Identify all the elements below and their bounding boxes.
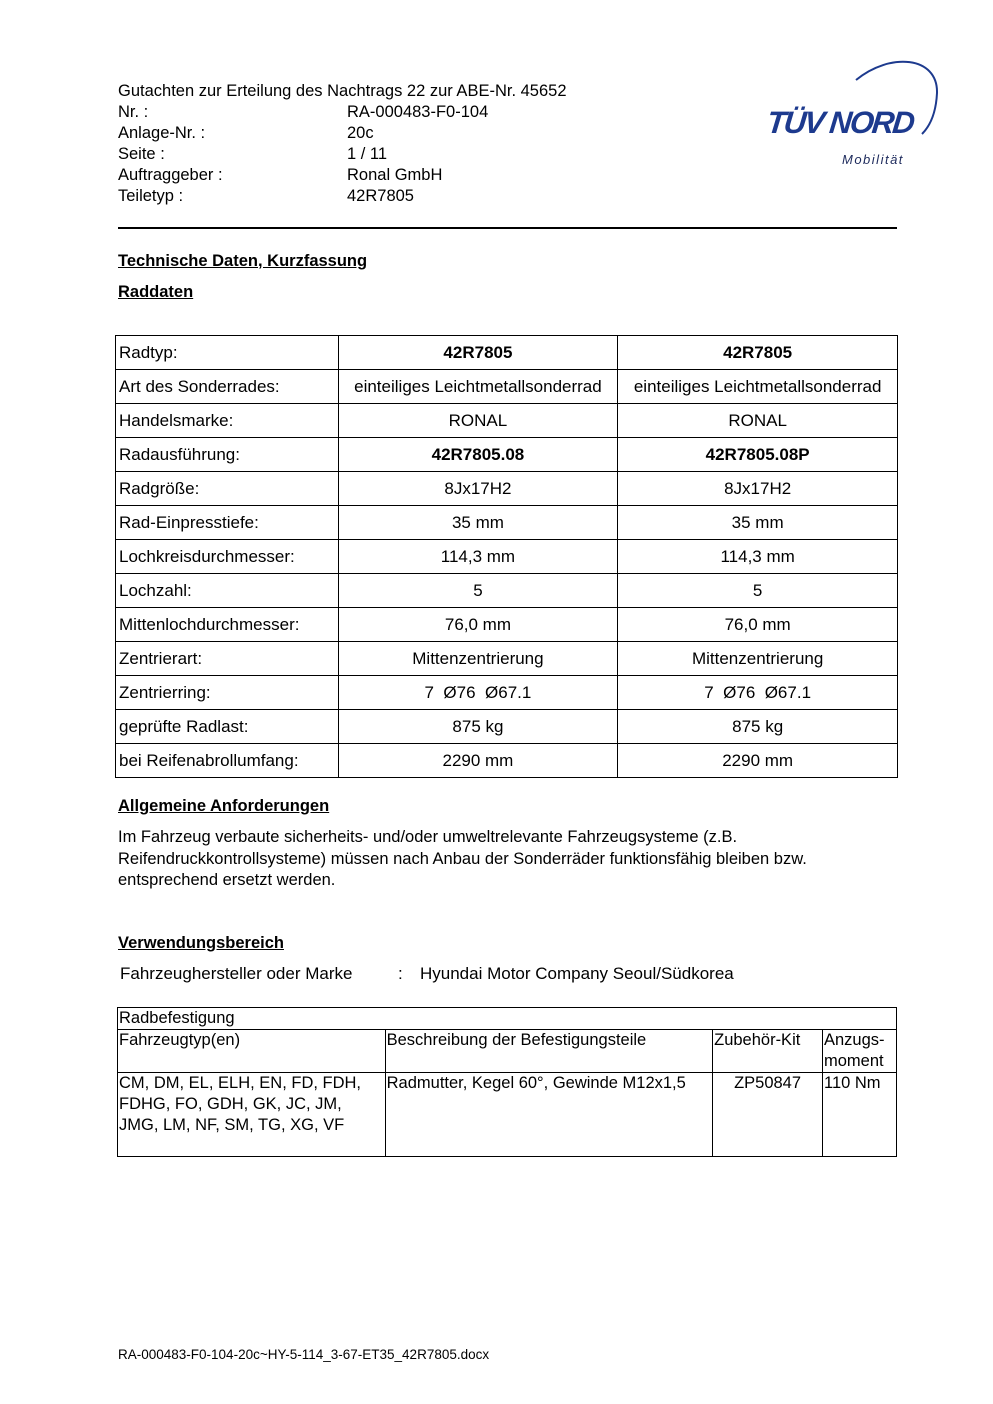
manufacturer-label: Fahrzeughersteller oder Marke — [120, 964, 353, 983]
header-divider — [118, 227, 897, 229]
table-row — [116, 710, 898, 744]
cell-value: 8Jx17H2 — [618, 472, 898, 506]
cell-value: 5 — [338, 574, 618, 608]
kit-cell: ZP50847 — [713, 1073, 823, 1157]
general-requirements-text: Im Fahrzeug verbaute sicherheits- und/oder umweltrelevante Fahrzeugsysteme (z.B. Reifendruckkontrollsysteme) müssen nach Anbau der Sonderräder funktionsfähig bleiben bzw. entsprechend ersetzt werden. — [118, 828, 807, 889]
header-vehicle-types: Fahrzeugtyp(en) — [118, 1030, 386, 1073]
mounting-title: Radbefestigung — [118, 1008, 897, 1030]
meta-row-attachment — [118, 123, 567, 144]
cell-value: 5 — [618, 574, 898, 608]
logo-subtitle: Mobilität — [842, 152, 904, 167]
cell-value: 76,0 mm — [618, 608, 898, 642]
meta-label: Seite : — [118, 145, 165, 163]
row-label: Radgröße: — [116, 472, 339, 506]
meta-value: 42R7805 — [347, 187, 414, 205]
row-label: Handelsmarke: — [116, 404, 339, 438]
meta-row-page — [118, 144, 567, 165]
table-row — [116, 574, 898, 608]
table-header-row — [118, 1030, 897, 1073]
row-label: Rad-Einpresstiefe: — [116, 506, 339, 540]
header-accessory-kit: Zubehör-Kit — [713, 1030, 823, 1073]
tuv-nord-logo — [760, 58, 942, 170]
header-description: Beschreibung der Befestigungsteile — [385, 1030, 712, 1073]
cell-value: 76,0 mm — [338, 608, 618, 642]
document-title: Gutachten zur Erteilung des Nachtrags 22 zur ABE-Nr. 45652 — [118, 82, 567, 100]
cell-value: einteiliges Leichtmetallsonderrad — [338, 370, 618, 404]
meta-value: 1 / 11 — [347, 145, 388, 163]
cell-value: 2290 mm — [618, 744, 898, 778]
row-label: Radausführung: — [116, 438, 339, 472]
meta-row-part-type — [118, 186, 567, 207]
cell-value: 42R7805 — [338, 336, 618, 370]
table-row — [116, 472, 898, 506]
table-row — [116, 608, 898, 642]
meta-label: Anlage-Nr. : — [118, 124, 206, 142]
manufacturer-row — [120, 964, 734, 984]
table-row — [116, 506, 898, 540]
row-label: Radtyp: — [116, 336, 339, 370]
section-heading-usage: Verwendungsbereich — [118, 934, 284, 952]
section-heading-general: Allgemeine Anforderungen — [118, 797, 330, 815]
vehicle-types-cell: CM, DM, EL, ELH, EN, FD, FDH, FDHG, FO, GDH, GK, JC, JM, JMG, LM, NF, SM, TG, XG, VF — [118, 1073, 386, 1157]
meta-value: 20c — [347, 124, 374, 142]
meta-value: Ronal GmbH — [347, 166, 443, 184]
row-label: Zentrierart: — [116, 642, 339, 676]
table-row — [116, 404, 898, 438]
cell-value: 875 kg — [618, 710, 898, 744]
cell-value: RONAL — [618, 404, 898, 438]
table-row — [116, 370, 898, 404]
footer-filename: RA-000483-F0-104-20c~HY-5-114_3-67-ET35_42R7805.docx — [118, 1347, 490, 1362]
table-row — [116, 744, 898, 778]
cell-value: 8Jx17H2 — [338, 472, 618, 506]
table-row — [116, 642, 898, 676]
row-label: Mittenlochdurchmesser: — [116, 608, 339, 642]
document-header — [118, 81, 567, 207]
cell-value: Mittenzentrierung — [618, 642, 898, 676]
row-label: geprüfte Radlast: — [116, 710, 339, 744]
header-torque: Anzugs-moment — [823, 1030, 897, 1073]
row-label: bei Reifenabrollumfang: — [116, 744, 339, 778]
wheel-mounting-table — [117, 1007, 897, 1157]
wheel-data-table — [115, 335, 898, 778]
meta-label: Teiletyp : — [118, 187, 184, 205]
table-row — [118, 1073, 897, 1157]
cell-value: 114,3 mm — [618, 540, 898, 574]
table-row — [116, 540, 898, 574]
section-heading-wheel-data: Raddaten — [118, 283, 194, 301]
meta-label: Auftraggeber : — [118, 166, 223, 184]
cell-value: Mittenzentrierung — [338, 642, 618, 676]
cell-value: 2290 mm — [338, 744, 618, 778]
meta-label: Nr. : — [118, 103, 149, 121]
meta-value: RA-000483-F0-104 — [347, 103, 489, 121]
cell-value: 114,3 mm — [338, 540, 618, 574]
cell-value: 7 Ø76 Ø67.1 — [338, 676, 618, 710]
row-label: Zentrierring: — [116, 676, 339, 710]
meta-row-number — [118, 102, 567, 123]
manufacturer-colon: : — [398, 964, 403, 983]
row-label: Lochzahl: — [116, 574, 339, 608]
cell-value: 7 Ø76 Ø67.1 — [618, 676, 898, 710]
description-cell: Radmutter, Kegel 60°, Gewinde M12x1,5 — [385, 1073, 712, 1157]
table-title-row — [118, 1008, 897, 1030]
cell-value: 35 mm — [618, 506, 898, 540]
manufacturer-value: Hyundai Motor Company Seoul/Südkorea — [420, 964, 734, 983]
logo-wordmark: TÜV NORD — [765, 105, 915, 140]
cell-value: einteiliges Leichtmetallsonderrad — [618, 370, 898, 404]
cell-value: RONAL — [338, 404, 618, 438]
table-row — [116, 438, 898, 472]
cell-value: 42R7805.08P — [618, 438, 898, 472]
table-row — [116, 676, 898, 710]
row-label: Art des Sonderrades: — [116, 370, 339, 404]
cell-value: 42R7805.08 — [338, 438, 618, 472]
cell-value: 875 kg — [338, 710, 618, 744]
cell-value: 42R7805 — [618, 336, 898, 370]
cell-value: 35 mm — [338, 506, 618, 540]
meta-row-client — [118, 165, 567, 186]
row-label: Lochkreisdurchmesser: — [116, 540, 339, 574]
section-heading-technical: Technische Daten, Kurzfassung — [118, 252, 368, 270]
table-row — [116, 336, 898, 370]
torque-cell: 110 Nm — [823, 1073, 897, 1157]
